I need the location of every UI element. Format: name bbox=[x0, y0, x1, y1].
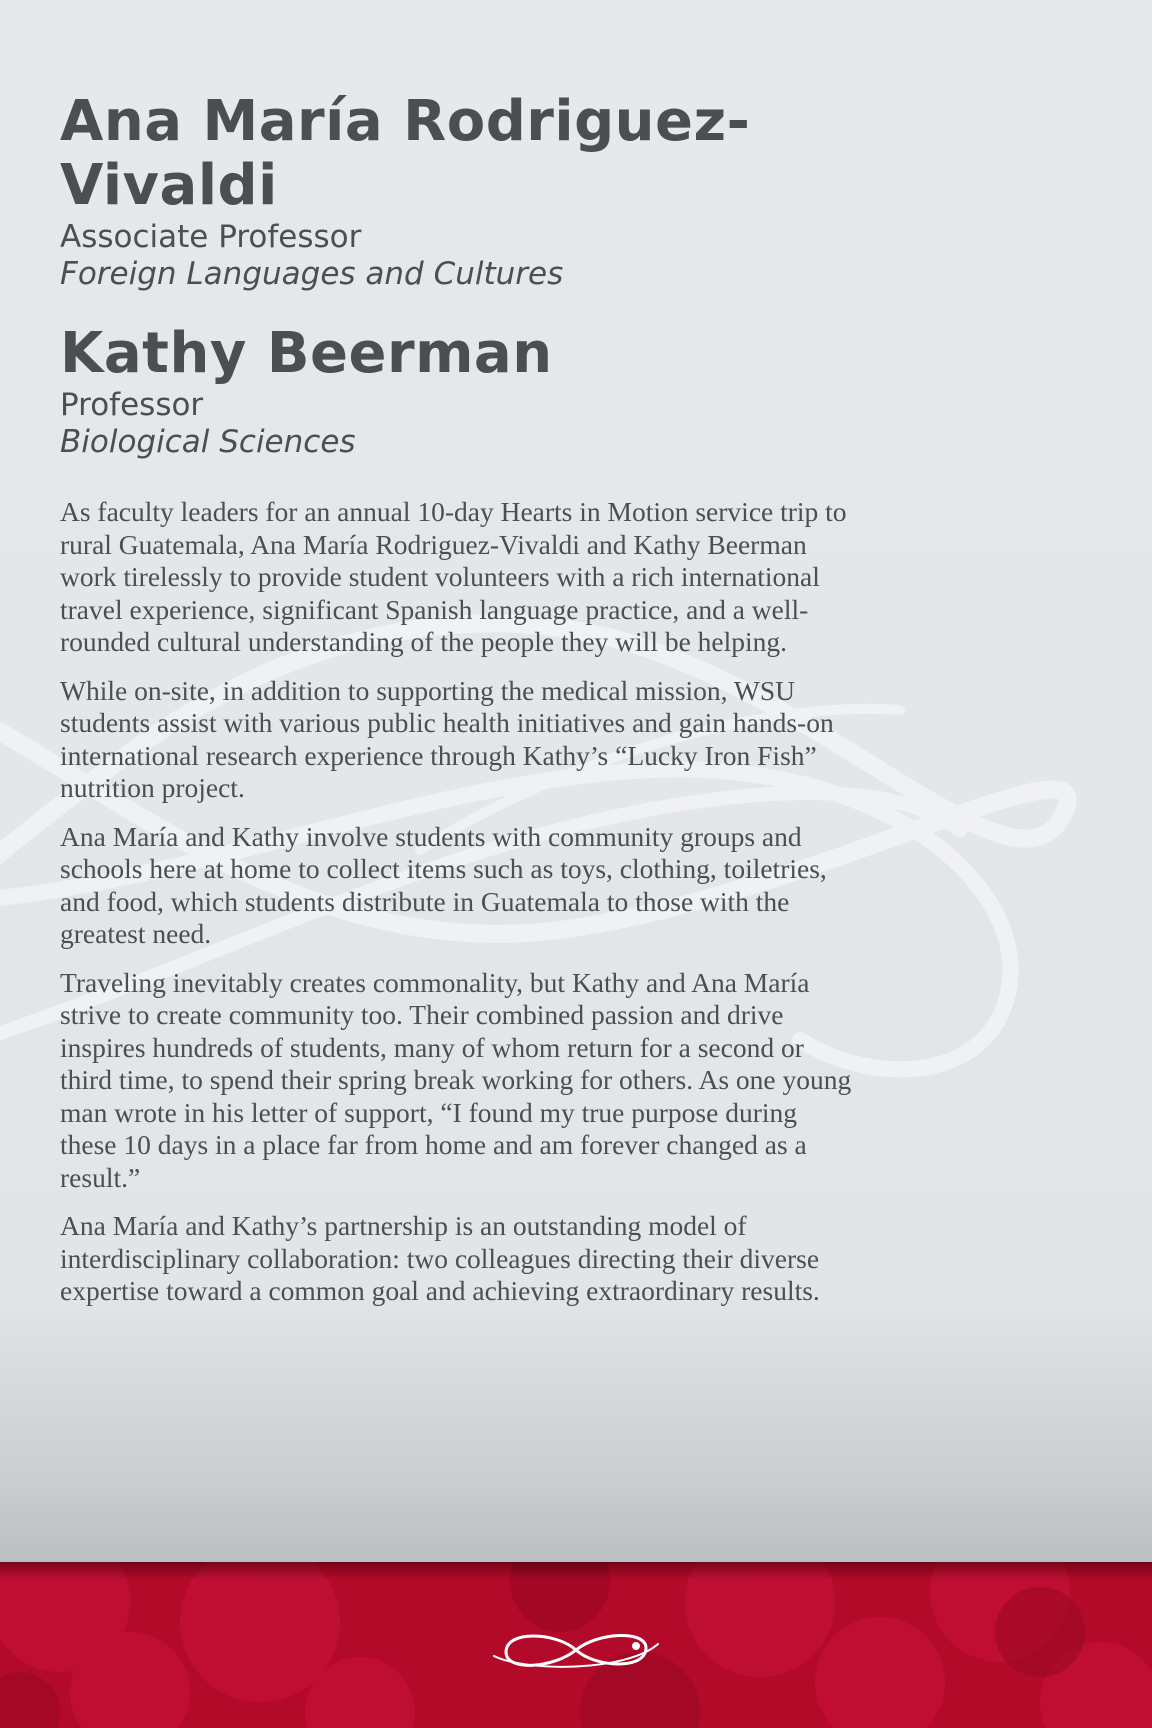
footer-band bbox=[0, 1562, 1152, 1728]
honoree-1-title: Associate Professor bbox=[60, 219, 362, 255]
honoree-1-name: Ana María Rodriguez-Vivaldi bbox=[60, 89, 751, 218]
main-content bbox=[60, 90, 860, 1324]
paragraph-1: As faculty leaders for an annual 10-day Hearts in Motion service trip to rural Guatemala, Ana María Rodriguez-Vivaldi and Kathy Beerman work tirelessly to provide student volunteers with a rich international travel experience, significant Spanish language practice, and a well-rounded cultural understanding of the people they will be helping. bbox=[60, 496, 847, 657]
infinity-flourish-icon bbox=[486, 1622, 666, 1678]
honoree-2-department: Biological Sciences bbox=[60, 424, 356, 460]
paragraph-2: While on-site, in addition to supporting the medical mission, WSU students assist with various public health initiatives and gain hands-on international research experience through Kathy’s “Lucky Iron Fish” nutrition project. bbox=[60, 674, 834, 803]
honoree-2-title: Professor bbox=[60, 387, 204, 423]
honoree-2-name: Kathy Beerman bbox=[60, 321, 553, 386]
paragraph-4: Traveling inevitably creates commonality, but Kathy and Ana María strive to create community too. Their combined passion and drive inspires hundreds of students, many of whom return for a second or third time, to spend their spring break working for others. As one young man wrote in his letter of support, “I found my true purpose during these 10 days in a place far from home and am forever changed as a result.” bbox=[60, 966, 852, 1193]
footer-top-shadow bbox=[0, 1562, 1152, 1580]
paragraph-5: Ana María and Kathy’s partnership is an outstanding model of interdisciplinary collaboration: two colleagues directing their diverse expertise toward a common goal and achieving extraordinary results. bbox=[60, 1210, 820, 1306]
honoree-2 bbox=[60, 322, 860, 460]
citation-text bbox=[60, 496, 860, 1308]
paragraph-3: Ana María and Kathy involve students with community groups and schools here at home to collect items such as toys, clothing, toiletries, and food, which students distribute in Guatemala to those with the greatest need. bbox=[60, 820, 827, 949]
honoree-1-department: Foreign Languages and Cultures bbox=[60, 256, 564, 292]
honoree-1 bbox=[60, 90, 860, 292]
